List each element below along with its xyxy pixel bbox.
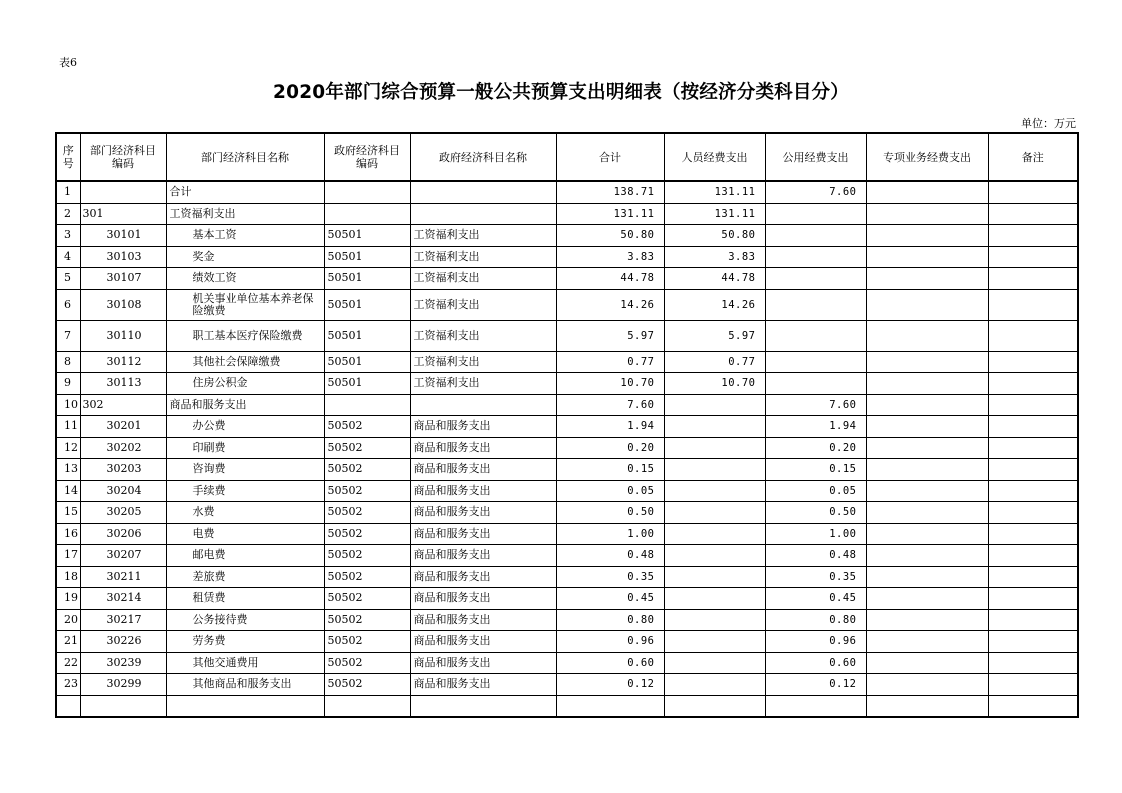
cell-seq: 19	[56, 588, 80, 610]
cell-total: 50.80	[556, 225, 664, 247]
col-header-public: 公用经费支出	[765, 133, 866, 181]
cell-public: 0.12	[765, 674, 866, 696]
cell-public: 0.35	[765, 566, 866, 588]
cell-total: 1.94	[556, 416, 664, 438]
cell-dept-name: 公务接待费	[166, 609, 324, 631]
cell-seq: 3	[56, 225, 80, 247]
cell-special	[866, 268, 988, 290]
empty-cell	[664, 695, 765, 717]
cell-gov-name	[410, 203, 556, 225]
cell-dept-code: 30202	[80, 437, 166, 459]
cell-total: 0.20	[556, 437, 664, 459]
table-row	[56, 225, 1078, 247]
cell-public	[765, 246, 866, 268]
cell-gov-code	[324, 181, 410, 203]
cell-public: 0.80	[765, 609, 866, 631]
table-row	[56, 289, 1078, 320]
header-row	[56, 133, 1078, 181]
cell-personnel	[664, 437, 765, 459]
cell-gov-code: 50501	[324, 351, 410, 373]
cell-dept-name: 其他社会保障缴费	[166, 351, 324, 373]
cell-special	[866, 480, 988, 502]
cell-notes	[988, 246, 1078, 268]
table-row	[56, 480, 1078, 502]
cell-total: 0.77	[556, 351, 664, 373]
cell-gov-name	[410, 394, 556, 416]
cell-gov-name: 商品和服务支出	[410, 416, 556, 438]
cell-notes	[988, 588, 1078, 610]
cell-personnel: 50.80	[664, 225, 765, 247]
cell-special	[866, 566, 988, 588]
cell-gov-name	[410, 181, 556, 203]
cell-dept-name: 邮电费	[166, 545, 324, 567]
cell-public: 0.45	[765, 588, 866, 610]
cell-gov-name: 商品和服务支出	[410, 674, 556, 696]
empty-cell	[866, 695, 988, 717]
cell-public: 0.60	[765, 652, 866, 674]
table-row	[56, 523, 1078, 545]
cell-personnel	[664, 588, 765, 610]
cell-public: 7.60	[765, 394, 866, 416]
cell-dept-code: 30203	[80, 459, 166, 481]
cell-gov-name: 商品和服务支出	[410, 459, 556, 481]
cell-gov-name: 工资福利支出	[410, 289, 556, 320]
col-header-dept-code: 部门经济科目编码	[80, 133, 166, 181]
cell-personnel: 3.83	[664, 246, 765, 268]
cell-public	[765, 373, 866, 395]
cell-special	[866, 225, 988, 247]
cell-seq: 5	[56, 268, 80, 290]
cell-dept-name: 商品和服务支出	[166, 394, 324, 416]
cell-total: 0.12	[556, 674, 664, 696]
cell-gov-code	[324, 394, 410, 416]
cell-dept-code: 30108	[80, 289, 166, 320]
cell-dept-code: 30214	[80, 588, 166, 610]
cell-dept-code: 30239	[80, 652, 166, 674]
cell-gov-code: 50502	[324, 588, 410, 610]
cell-dept-name: 其他商品和服务支出	[166, 674, 324, 696]
cell-public: 1.00	[765, 523, 866, 545]
cell-gov-name: 商品和服务支出	[410, 588, 556, 610]
cell-total: 0.80	[556, 609, 664, 631]
cell-personnel	[664, 523, 765, 545]
cell-seq: 23	[56, 674, 80, 696]
cell-personnel	[664, 609, 765, 631]
cell-notes	[988, 480, 1078, 502]
cell-seq: 6	[56, 289, 80, 320]
table-row	[56, 588, 1078, 610]
cell-notes	[988, 225, 1078, 247]
cell-seq: 1	[56, 181, 80, 203]
cell-notes	[988, 268, 1078, 290]
cell-dept-name: 机关事业单位基本养老保险缴费	[166, 289, 324, 320]
cell-notes	[988, 373, 1078, 395]
cell-gov-code: 50501	[324, 373, 410, 395]
cell-dept-code: 30206	[80, 523, 166, 545]
cell-special	[866, 609, 988, 631]
cell-total: 0.96	[556, 631, 664, 653]
cell-gov-name: 商品和服务支出	[410, 437, 556, 459]
cell-dept-name: 咨询费	[166, 459, 324, 481]
table-row	[56, 320, 1078, 351]
cell-dept-code: 30107	[80, 268, 166, 290]
cell-seq: 2	[56, 203, 80, 225]
cell-special	[866, 545, 988, 567]
table-row	[56, 351, 1078, 373]
cell-dept-name: 职工基本医疗保险缴费	[166, 320, 324, 351]
cell-total: 0.50	[556, 502, 664, 524]
cell-total: 0.60	[556, 652, 664, 674]
cell-gov-name: 工资福利支出	[410, 268, 556, 290]
cell-notes	[988, 351, 1078, 373]
empty-cell	[56, 695, 80, 717]
page-title: 2020年部门综合预算一般公共预算支出明细表（按经济分类科目分）	[273, 82, 849, 103]
col-header-dept-name: 部门经济科目名称	[166, 133, 324, 181]
cell-dept-name: 印刷费	[166, 437, 324, 459]
cell-special	[866, 674, 988, 696]
cell-dept-name: 合计	[166, 181, 324, 203]
cell-personnel	[664, 416, 765, 438]
cell-gov-code: 50502	[324, 502, 410, 524]
cell-gov-code: 50502	[324, 437, 410, 459]
cell-gov-name: 商品和服务支出	[410, 652, 556, 674]
col-header-gov-code: 政府经济科目编码	[324, 133, 410, 181]
cell-notes	[988, 652, 1078, 674]
cell-seq: 12	[56, 437, 80, 459]
table-row	[56, 545, 1078, 567]
cell-personnel: 10.70	[664, 373, 765, 395]
cell-gov-code	[324, 203, 410, 225]
cell-personnel	[664, 545, 765, 567]
cell-dept-code: 30103	[80, 246, 166, 268]
cell-special	[866, 320, 988, 351]
cell-dept-name: 基本工资	[166, 225, 324, 247]
cell-total: 0.48	[556, 545, 664, 567]
cell-public: 1.94	[765, 416, 866, 438]
cell-gov-name: 工资福利支出	[410, 351, 556, 373]
cell-seq: 14	[56, 480, 80, 502]
cell-special	[866, 502, 988, 524]
cell-public	[765, 268, 866, 290]
cell-notes	[988, 416, 1078, 438]
cell-personnel	[664, 394, 765, 416]
table-row	[56, 674, 1078, 696]
table-row	[56, 394, 1078, 416]
cell-gov-code: 50502	[324, 459, 410, 481]
cell-personnel: 0.77	[664, 351, 765, 373]
cell-gov-code: 50501	[324, 268, 410, 290]
cell-personnel: 5.97	[664, 320, 765, 351]
cell-public: 7.60	[765, 181, 866, 203]
cell-gov-name: 商品和服务支出	[410, 631, 556, 653]
cell-personnel: 44.78	[664, 268, 765, 290]
cell-total: 0.15	[556, 459, 664, 481]
cell-special	[866, 437, 988, 459]
cell-seq: 8	[56, 351, 80, 373]
cell-total: 3.83	[556, 246, 664, 268]
col-header-special: 专项业务经费支出	[866, 133, 988, 181]
table-row	[56, 631, 1078, 653]
empty-cell	[556, 695, 664, 717]
table-row	[56, 181, 1078, 203]
empty-cell	[988, 695, 1078, 717]
cell-dept-name: 工资福利支出	[166, 203, 324, 225]
cell-gov-code: 50502	[324, 545, 410, 567]
cell-seq: 4	[56, 246, 80, 268]
cell-public: 0.05	[765, 480, 866, 502]
cell-public	[765, 351, 866, 373]
cell-total: 138.71	[556, 181, 664, 203]
cell-notes	[988, 674, 1078, 696]
cell-special	[866, 588, 988, 610]
cell-seq: 7	[56, 320, 80, 351]
cell-special	[866, 652, 988, 674]
cell-dept-code: 30110	[80, 320, 166, 351]
table-row	[56, 246, 1078, 268]
table-row	[56, 437, 1078, 459]
budget-table	[55, 132, 1079, 718]
cell-dept-code: 30299	[80, 674, 166, 696]
cell-notes	[988, 437, 1078, 459]
cell-seq: 16	[56, 523, 80, 545]
cell-personnel	[664, 459, 765, 481]
cell-public: 0.50	[765, 502, 866, 524]
cell-gov-code: 50502	[324, 652, 410, 674]
cell-seq: 20	[56, 609, 80, 631]
table-row	[56, 566, 1078, 588]
cell-special	[866, 523, 988, 545]
cell-dept-name: 手续费	[166, 480, 324, 502]
cell-gov-code: 50502	[324, 631, 410, 653]
cell-dept-name: 办公费	[166, 416, 324, 438]
table-body	[56, 181, 1078, 717]
cell-total: 0.45	[556, 588, 664, 610]
cell-special	[866, 373, 988, 395]
cell-special	[866, 289, 988, 320]
cell-dept-code: 30101	[80, 225, 166, 247]
table-row	[56, 609, 1078, 631]
cell-dept-code: 30201	[80, 416, 166, 438]
cell-seq: 22	[56, 652, 80, 674]
cell-seq: 10	[56, 394, 80, 416]
cell-dept-code: 30211	[80, 566, 166, 588]
cell-public: 0.15	[765, 459, 866, 481]
cell-dept-name: 绩效工资	[166, 268, 324, 290]
cell-special	[866, 416, 988, 438]
cell-special	[866, 631, 988, 653]
cell-personnel	[664, 674, 765, 696]
cell-gov-code: 50501	[324, 320, 410, 351]
cell-dept-name: 劳务费	[166, 631, 324, 653]
cell-dept-name: 奖金	[166, 246, 324, 268]
cell-total: 131.11	[556, 203, 664, 225]
cell-dept-code: 301	[80, 203, 166, 225]
cell-notes	[988, 320, 1078, 351]
cell-total: 0.35	[556, 566, 664, 588]
cell-gov-code: 50501	[324, 289, 410, 320]
cell-dept-code: 30217	[80, 609, 166, 631]
cell-gov-name: 工资福利支出	[410, 373, 556, 395]
cell-dept-code: 30207	[80, 545, 166, 567]
cell-gov-name: 商品和服务支出	[410, 545, 556, 567]
cell-special	[866, 394, 988, 416]
cell-dept-code: 30205	[80, 502, 166, 524]
cell-notes	[988, 566, 1078, 588]
col-header-notes: 备注	[988, 133, 1078, 181]
unit-label: 单位：万元	[1021, 117, 1076, 130]
cell-dept-name: 租赁费	[166, 588, 324, 610]
cell-notes	[988, 203, 1078, 225]
cell-seq: 15	[56, 502, 80, 524]
empty-cell	[324, 695, 410, 717]
empty-cell	[166, 695, 324, 717]
cell-seq: 17	[56, 545, 80, 567]
cell-personnel: 131.11	[664, 181, 765, 203]
cell-special	[866, 181, 988, 203]
cell-dept-name: 水费	[166, 502, 324, 524]
cell-notes	[988, 394, 1078, 416]
table-row	[56, 652, 1078, 674]
cell-gov-name: 商品和服务支出	[410, 502, 556, 524]
cell-total: 7.60	[556, 394, 664, 416]
col-header-personnel: 人员经费支出	[664, 133, 765, 181]
cell-gov-name: 商品和服务支出	[410, 566, 556, 588]
cell-gov-code: 50502	[324, 480, 410, 502]
cell-personnel	[664, 566, 765, 588]
cell-gov-code: 50502	[324, 416, 410, 438]
table-row-empty	[56, 695, 1078, 717]
cell-special	[866, 246, 988, 268]
cell-dept-code: 30112	[80, 351, 166, 373]
cell-special	[866, 203, 988, 225]
cell-total: 44.78	[556, 268, 664, 290]
cell-public	[765, 320, 866, 351]
cell-seq: 18	[56, 566, 80, 588]
cell-gov-name: 商品和服务支出	[410, 523, 556, 545]
cell-total: 0.05	[556, 480, 664, 502]
cell-dept-name: 其他交通费用	[166, 652, 324, 674]
cell-seq: 11	[56, 416, 80, 438]
cell-gov-name: 商品和服务支出	[410, 480, 556, 502]
table-row	[56, 373, 1078, 395]
col-header-total: 合计	[556, 133, 664, 181]
cell-dept-code: 30226	[80, 631, 166, 653]
cell-gov-name: 工资福利支出	[410, 225, 556, 247]
cell-personnel	[664, 502, 765, 524]
cell-notes	[988, 181, 1078, 203]
cell-notes	[988, 545, 1078, 567]
cell-seq: 9	[56, 373, 80, 395]
cell-dept-name: 电费	[166, 523, 324, 545]
empty-cell	[410, 695, 556, 717]
cell-public: 0.96	[765, 631, 866, 653]
cell-public: 0.20	[765, 437, 866, 459]
empty-cell	[765, 695, 866, 717]
table-row	[56, 416, 1078, 438]
cell-seq: 13	[56, 459, 80, 481]
cell-gov-code: 50502	[324, 609, 410, 631]
cell-total: 1.00	[556, 523, 664, 545]
cell-gov-code: 50501	[324, 246, 410, 268]
cell-personnel	[664, 631, 765, 653]
cell-dept-name: 差旅费	[166, 566, 324, 588]
cell-personnel	[664, 480, 765, 502]
cell-notes	[988, 502, 1078, 524]
cell-notes	[988, 459, 1078, 481]
cell-gov-code: 50502	[324, 566, 410, 588]
cell-total: 5.97	[556, 320, 664, 351]
cell-public	[765, 289, 866, 320]
cell-dept-code	[80, 181, 166, 203]
cell-gov-name: 商品和服务支出	[410, 609, 556, 631]
table-row	[56, 203, 1078, 225]
cell-notes	[988, 631, 1078, 653]
cell-notes	[988, 289, 1078, 320]
cell-special	[866, 351, 988, 373]
cell-gov-name: 工资福利支出	[410, 320, 556, 351]
cell-personnel	[664, 652, 765, 674]
cell-gov-code: 50501	[324, 225, 410, 247]
cell-public	[765, 225, 866, 247]
col-header-seq: 序号	[56, 133, 80, 181]
cell-public	[765, 203, 866, 225]
empty-cell	[80, 695, 166, 717]
cell-special	[866, 459, 988, 481]
cell-dept-code: 302	[80, 394, 166, 416]
col-header-gov-name: 政府经济科目名称	[410, 133, 556, 181]
cell-dept-name: 住房公积金	[166, 373, 324, 395]
cell-personnel: 131.11	[664, 203, 765, 225]
cell-personnel: 14.26	[664, 289, 765, 320]
cell-gov-code: 50502	[324, 523, 410, 545]
cell-notes	[988, 523, 1078, 545]
cell-seq: 21	[56, 631, 80, 653]
table-row	[56, 459, 1078, 481]
cell-total: 10.70	[556, 373, 664, 395]
cell-total: 14.26	[556, 289, 664, 320]
table-row	[56, 268, 1078, 290]
table-label: 表6	[59, 56, 77, 69]
table-row	[56, 502, 1078, 524]
cell-gov-name: 工资福利支出	[410, 246, 556, 268]
cell-gov-code: 50502	[324, 674, 410, 696]
cell-public: 0.48	[765, 545, 866, 567]
cell-dept-code: 30204	[80, 480, 166, 502]
cell-dept-code: 30113	[80, 373, 166, 395]
cell-notes	[988, 609, 1078, 631]
